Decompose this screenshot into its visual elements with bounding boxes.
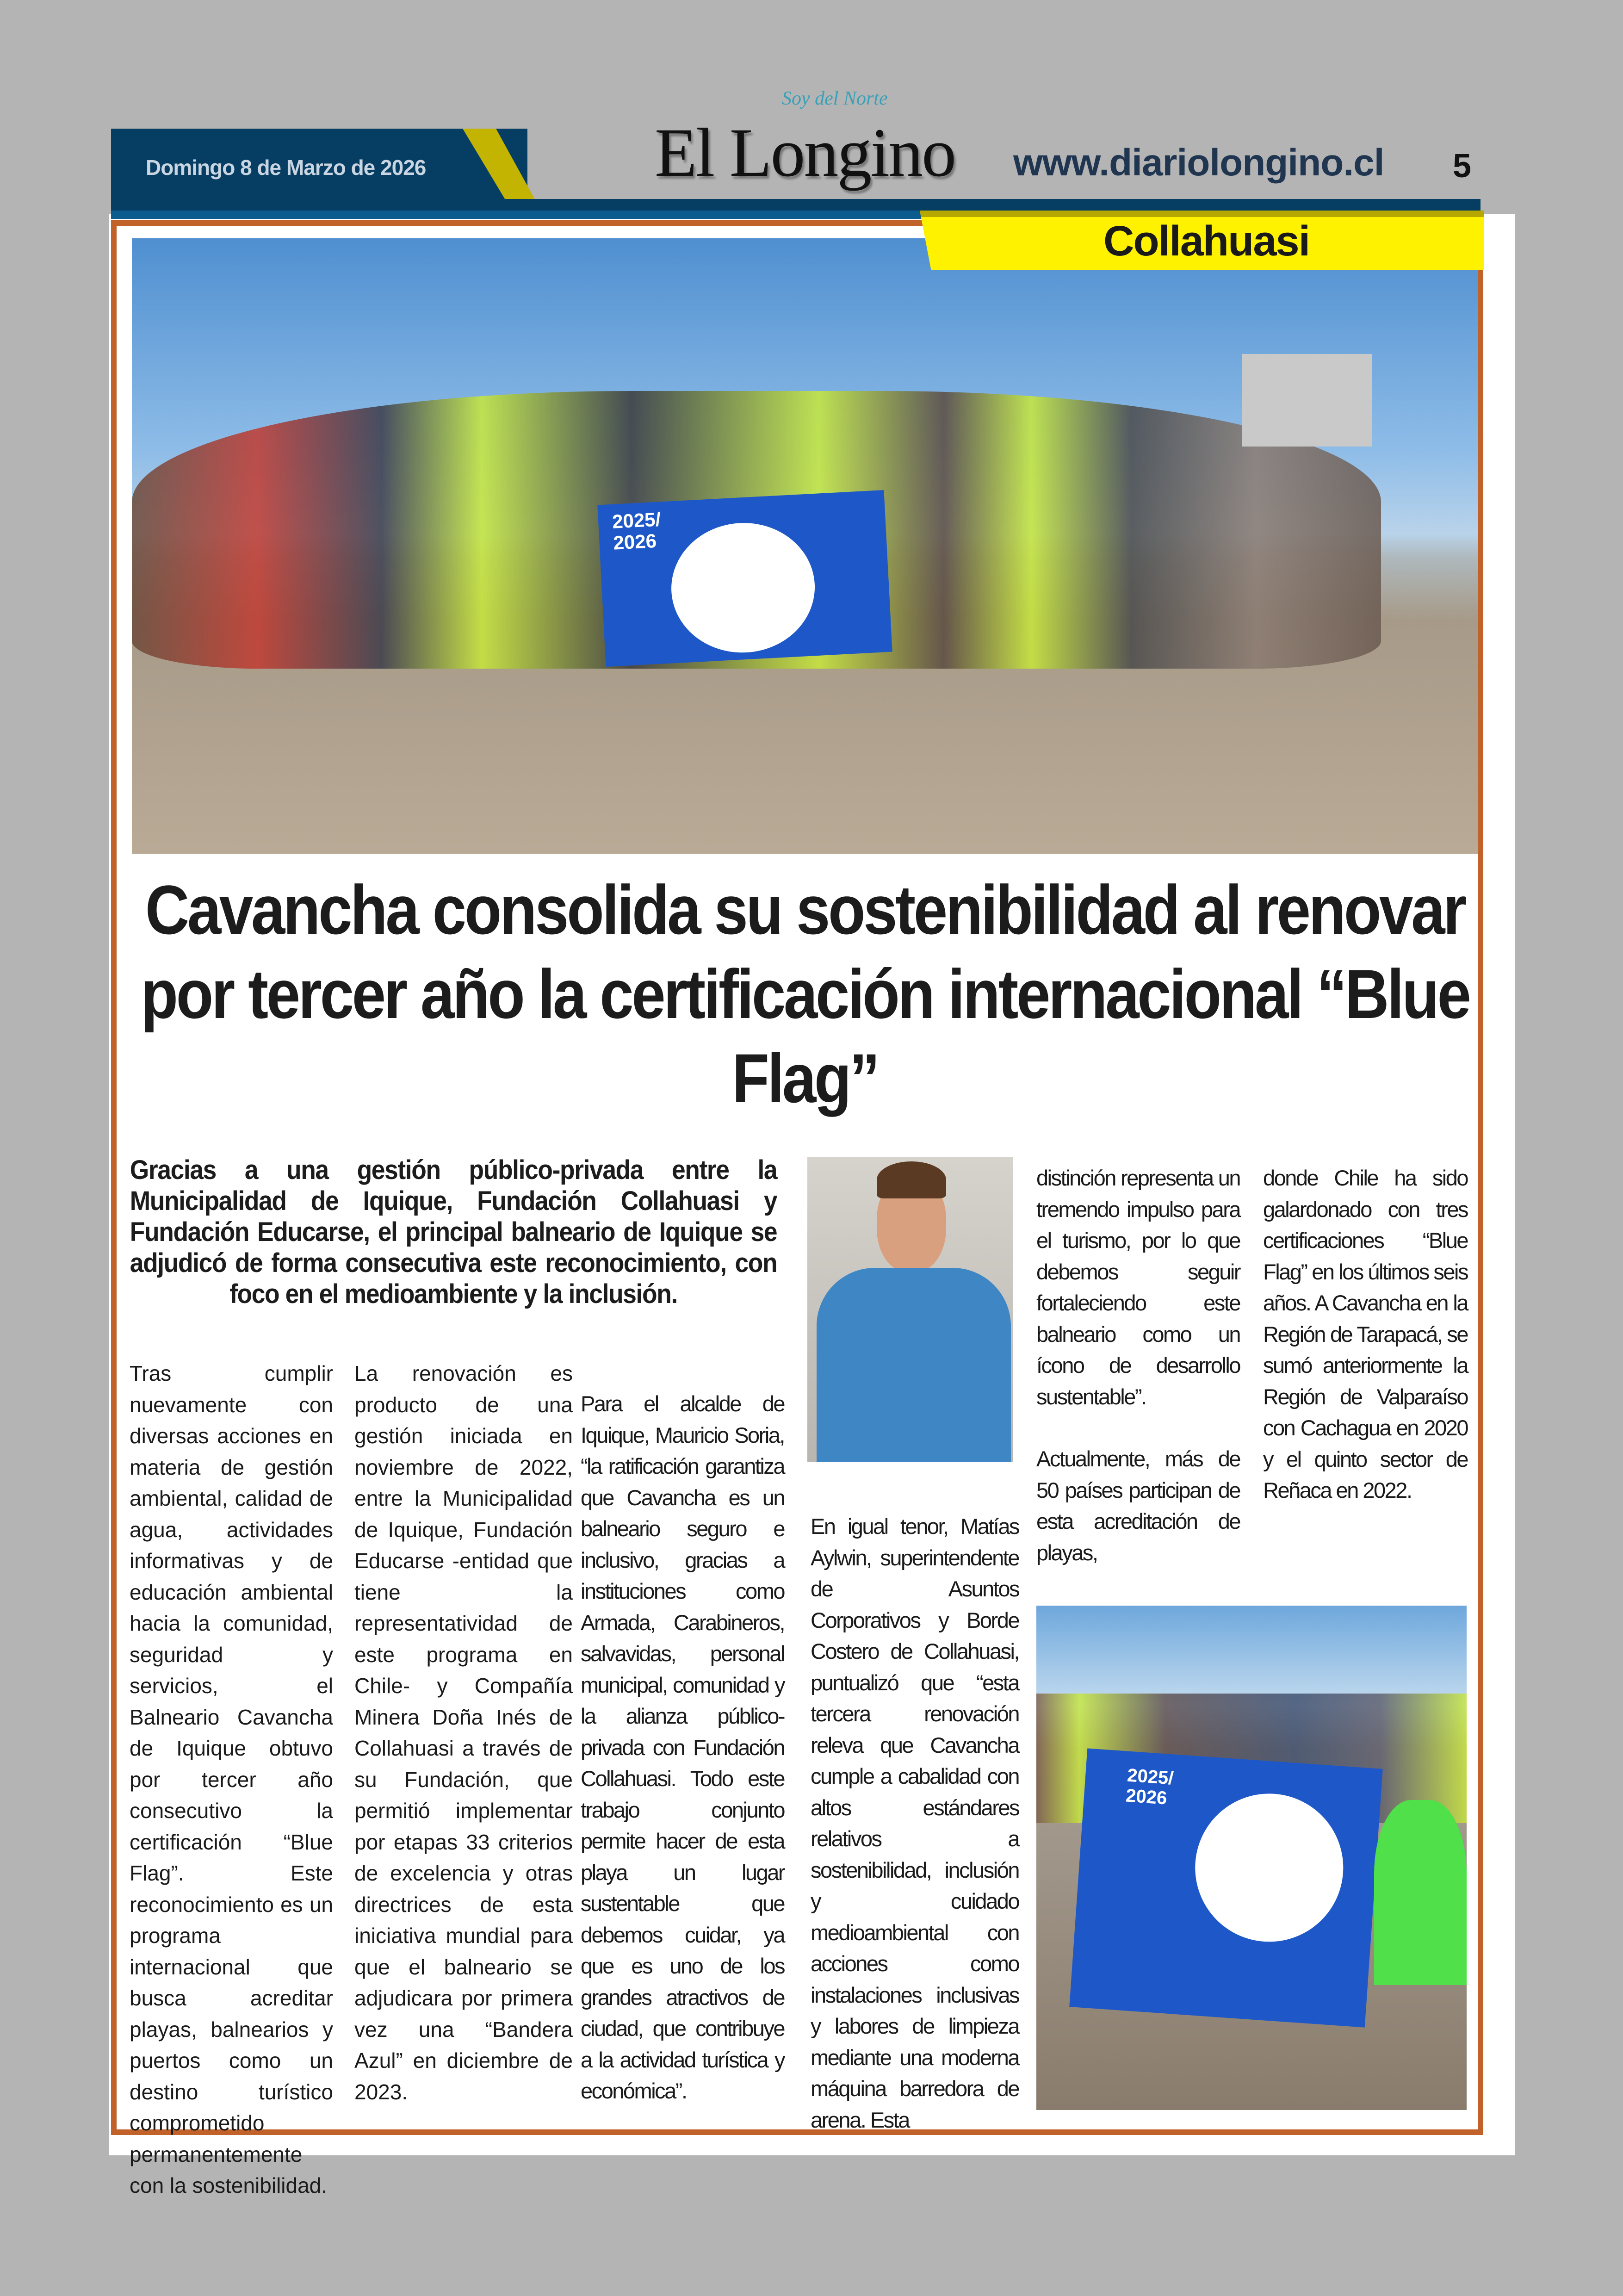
paragraph: Para el alcalde de Iquique, Mauricio Soria, “la ratificación garantiza que Cavancha es un balneario seguro e inclusivo, gracias a instituciones como Armada, Carabineros, salvavidas, personal municipal, comunidad y la alianza público-privada con Fundación Collahuasi. Todo este trabajo conjunto permite hacer de esta playa un lugar sustentable que debemos cuidar, ya que es uno de los grandes atractivos de ciudad, que contribuye a la actividad turística y económica”. [581,1391,784,2103]
website-url[interactable]: www.diariolongino.cl [1013,142,1384,184]
blue-flag [1069,1748,1383,2027]
article-column-4 [811,1511,1019,2135]
portrait-photo-matias-aylwin [807,1157,1013,1462]
page-number: 5 [1453,148,1472,185]
flag-year: 2025/ 2026 [611,508,662,554]
flag-emblem [668,519,818,656]
article-deck: Gracias a una gestión público-privada entre la Municipalidad de Iquique, Fundación Collahuasi y Fundación Educarse, el principal balneario de Iquique se adjudicó de forma consecutiva este reconocimiento, con foco en el medioambiente y la inclusión. [130,1155,777,1309]
header-rule-light [111,211,925,219]
blue-flag [597,490,892,667]
buildings [1242,354,1372,447]
paragraph: La renovación es producto de una gestión iniciada en noviembre de 2022, entre la Municipalidad de Iquique, Fundación Educarse -entidad que tiene la representatividad de este programa en Chile- y Compañía Minera Doña Inés de Collahuasi a través de su Fundación, que permitió implementar por etapas 33 criterios de excelencia y otras directrices de esta iniciativa mundial para que el balneario se adjudicara por primera vez una “Bandera Azul” en diciembre de 2023. [354,1361,573,2104]
flag-emblem [1190,1789,1348,1947]
section-label: Collahuasi [1103,217,1310,265]
paragraph: Tras cumplir nuevamente con diversas acciones en materia de gestión ambiental, calidad de agua, actividades informativas y de educación ambiental hacia la comunidad, seguridad y servicios, el Balneario Cavancha de Iquique obtuvo por tercer año consecutivo la certificación “Blue Flag”. Este reconocimiento es un programa internacional que busca acreditar playas, balnearios y puertos como un destino turístico comprometido permanentemente con la sostenibilidad. [130,1361,333,2197]
article-column-2 [354,1358,573,2108]
flag-year: 2025/ 2026 [1125,1765,1174,1809]
logo-tagline: Soy del Norte [782,88,888,109]
main-photo-group-beach [132,238,1478,854]
paragraph: donde Chile ha sido galardonado con tres certificaciones “Blue Flag” en los últimos seis años. A Cavancha en la Región de Tarapacá, se sumó anteriormente la Región de Valparaíso con Cachagua en 2020 y el quinto sector de Reñaca en 2022. [1263,1166,1468,1502]
article-column-1 [130,1358,333,2202]
lifeguard [1374,1800,1467,1985]
hair [877,1161,946,1198]
paragraph: distinción representa un tremendo impulso para el turismo, por lo que debemos seguir fortaleciendo este balneario como un ícono de desarrollo sustentable”. [1036,1166,1240,1409]
article-column-5 [1036,1162,1240,1568]
issue-date: Domingo 8 de Marzo de 2026 [146,155,426,180]
article-column-3 [581,1388,784,2107]
secondary-photo-flag-ceremony [1036,1606,1467,2110]
article-column-6 [1263,1162,1468,1506]
paragraph: Actualmente, más de 50 países participan de esta acreditación de playas, [1036,1446,1240,1565]
headline: Cavancha consolida su sostenibilidad al renovar por tercer año la certificación internacional “Blue Flag” [141,871,1469,1117]
newspaper-logo: El Longino [655,114,955,191]
paragraph: En igual tenor, Matías Aylwin, superintendente de Asuntos Corporativos y Borde Costero de Collahuasi, puntualizó que “esta tercera renovación releva que Cavancha cumple a cabalidad con altos estándares relativos a sostenibilidad, inclusión y cuidado medioambiental con acciones como instalaciones inclusivas y labores de limpieza mediante una moderna máquina barredora de arena. Esta [811,1514,1019,2132]
blue-shirt [817,1268,1011,1462]
